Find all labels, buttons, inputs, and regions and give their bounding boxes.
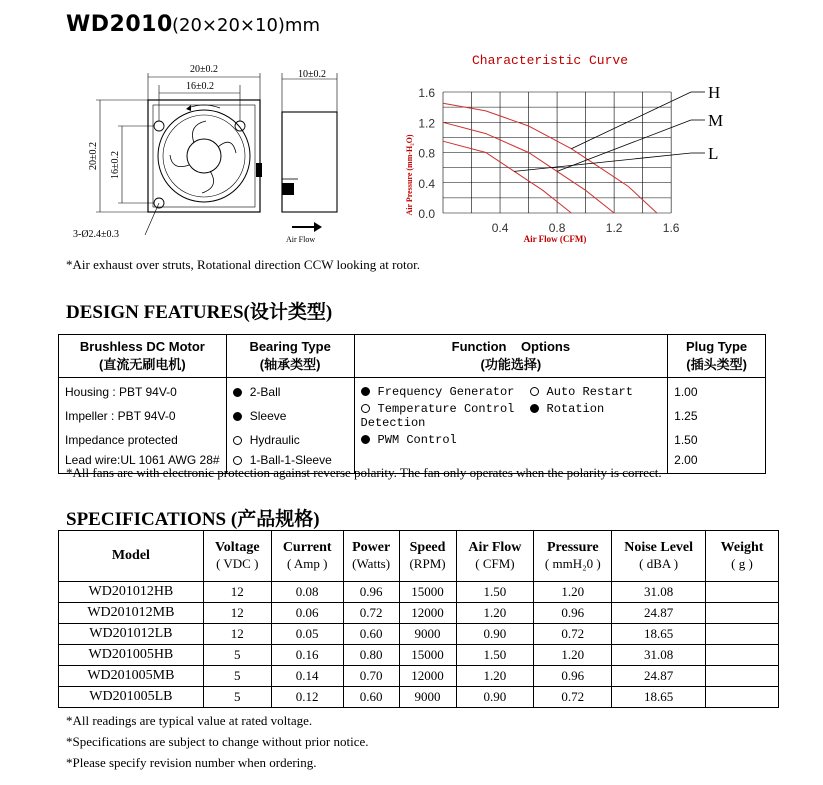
spec-cell: 9000 <box>399 687 456 708</box>
spec-row <box>59 666 779 687</box>
y-tick-label: 0.0 <box>418 207 435 221</box>
holes-label: 3-Ø2.4±0.3 <box>73 229 120 240</box>
exhaust-note: *Air exhaust over struts, Rotational direction CCW looking at rotor. <box>66 257 420 272</box>
filled-dot-icon <box>361 387 370 396</box>
spec-row <box>59 582 779 603</box>
mount-hole <box>235 121 245 131</box>
dim-hole-spacing-v-label: 16±0.2 <box>110 151 121 179</box>
bearing-option: Sleeve <box>249 409 287 423</box>
spec-cell: 31.08 <box>612 645 706 666</box>
spec-row <box>59 624 779 645</box>
spec-col-header: Noise Level ( dBA ) <box>612 531 706 582</box>
y-tick-label: 0.4 <box>418 176 435 191</box>
dimensions-title: (20×20×10)mm <box>172 15 320 36</box>
design-row <box>59 402 766 430</box>
spec-cell: 5 <box>203 645 271 666</box>
filled-dot-icon <box>233 412 242 421</box>
y-tick-label: 0.8 <box>418 146 435 161</box>
spec-cell: 12 <box>203 582 271 603</box>
spec-cell: 0.80 <box>343 645 399 666</box>
spec-col-header: Model <box>59 531 204 582</box>
y-tick-label: 1.6 <box>418 86 435 100</box>
chart-title: Characteristic Curve <box>471 53 629 68</box>
spec-cell: 1.20 <box>534 582 612 603</box>
spec-cell: 0.72 <box>534 687 612 708</box>
fan-side-view <box>282 112 337 212</box>
series-leader-line <box>571 92 691 149</box>
spec-cell: 15000 <box>399 645 456 666</box>
spec-col-header: Weight ( g ) <box>706 531 779 582</box>
function-option: Frequency Generator <box>377 385 515 399</box>
model-cell: WD201012LB <box>59 624 204 645</box>
spec-cell: 0.96 <box>534 603 612 624</box>
spec-cell: 0.60 <box>343 624 399 645</box>
filled-dot-icon <box>233 388 242 397</box>
spec-cell <box>706 603 779 624</box>
model-cell: WD201012MB <box>59 603 204 624</box>
spec-cell: 24.87 <box>612 666 706 687</box>
motor-spec: Impedance protected <box>59 430 227 450</box>
change-note: *Specifications are subject to change without prior notice. <box>66 734 369 749</box>
spec-cell <box>706 645 779 666</box>
spec-cell <box>706 582 779 603</box>
bearing-header: Bearing Type (轴承类型) <box>226 335 354 378</box>
spec-cell: 0.90 <box>456 624 534 645</box>
spec-cell: 5 <box>203 666 271 687</box>
plug-option: 2.00 <box>668 450 766 474</box>
series-line-l <box>443 141 571 213</box>
spec-cell: 5 <box>203 687 271 708</box>
spec-cell: 0.90 <box>456 687 534 708</box>
plug-option: 1.00 <box>668 378 766 403</box>
model-title: WD2010 <box>66 12 173 37</box>
filled-dot-icon <box>361 435 370 444</box>
spec-cell: 0.06 <box>271 603 343 624</box>
design-header-row <box>59 335 766 378</box>
fan-housing-circle <box>158 110 250 202</box>
spec-cell: 9000 <box>399 624 456 645</box>
spec-cell: 12000 <box>399 666 456 687</box>
series-label-l: L <box>708 144 719 163</box>
motor-spec: Housing : PBT 94V-0 <box>59 378 227 403</box>
empty-dot-icon <box>530 387 539 396</box>
function-option: Temperature Control <box>377 402 515 416</box>
spec-cell <box>706 687 779 708</box>
spec-col-header: Current ( Amp ) <box>271 531 343 582</box>
plug-option: 1.25 <box>668 402 766 430</box>
function-option: Rotation Detection <box>360 402 605 430</box>
spec-col-header: Air Flow ( CFM) <box>456 531 534 582</box>
spec-cell: 0.12 <box>271 687 343 708</box>
function-option: PWM Control <box>377 433 457 447</box>
motor-header: Brushless DC Motor (直流无刷电机) <box>59 335 227 378</box>
dim-depth-label: 10±0.2 <box>298 69 326 80</box>
fan-drawing <box>60 55 350 250</box>
spec-cell: 0.72 <box>343 603 399 624</box>
polarity-note: *All fans are with electronic protection against reverse polarity. The fan only operates when the polarity is correct. <box>66 465 662 480</box>
model-cell: WD201005MB <box>59 666 204 687</box>
motor-spec: Impeller : PBT 94V-0 <box>59 402 227 430</box>
spec-col-header: Voltage ( VDC ) <box>203 531 271 582</box>
spec-cell: 0.05 <box>271 624 343 645</box>
spec-cell: 0.70 <box>343 666 399 687</box>
x-tick-label: 0.8 <box>548 221 566 235</box>
fan-frame-outline <box>148 100 260 212</box>
spec-cell: 0.60 <box>343 687 399 708</box>
spec-cell: 0.16 <box>271 645 343 666</box>
spec-cell: 0.96 <box>534 666 612 687</box>
series-label-m: M <box>708 111 724 130</box>
spec-cell: 18.65 <box>612 624 706 645</box>
typical-note: *All readings are typical value at rated voltage. <box>66 713 313 728</box>
motor-spec: Lead wire:UL 1061 AWG 28# <box>59 450 227 474</box>
chart-xlabel: Air Flow (CFM) <box>523 234 587 244</box>
series-leader-line <box>514 153 691 171</box>
dim-height-label: 20±0.2 <box>88 142 99 170</box>
function-header: Function Options (功能选择) <box>354 335 668 378</box>
empty-dot-icon <box>361 404 370 413</box>
plug-option: 1.50 <box>668 430 766 450</box>
spec-col-header: Speed (RPM) <box>399 531 456 582</box>
design-features-title: DESIGN FEATURES(设计类型) <box>66 302 333 323</box>
design-row <box>59 430 766 450</box>
airflow-label: Air Flow <box>286 235 316 244</box>
specifications-table <box>58 530 779 708</box>
characteristic-curve-chart <box>395 45 735 250</box>
spec-cell: 1.20 <box>534 645 612 666</box>
spec-cell: 1.20 <box>456 603 534 624</box>
spec-cell: 0.14 <box>271 666 343 687</box>
x-tick-label: 1.6 <box>662 221 680 235</box>
design-row <box>59 378 766 403</box>
bearing-option: Hydraulic <box>249 433 300 447</box>
x-tick-label: 0.4 <box>491 221 509 235</box>
spec-cell: 12 <box>203 603 271 624</box>
function-option: Auto Restart <box>546 385 633 399</box>
spec-cell: 0.72 <box>534 624 612 645</box>
empty-dot-icon <box>233 456 242 465</box>
spec-row <box>59 687 779 708</box>
revision-note: *Please specify revision number when ordering. <box>66 755 317 770</box>
spec-cell: 0.96 <box>343 582 399 603</box>
spec-header-row <box>59 531 779 582</box>
model-cell: WD201005LB <box>59 687 204 708</box>
plug-header: Plug Type (插头类型) <box>668 335 766 378</box>
spec-row <box>59 603 779 624</box>
spec-cell: 18.65 <box>612 687 706 708</box>
spec-cell: 12 <box>203 624 271 645</box>
spec-cell <box>706 666 779 687</box>
spec-cell: 1.50 <box>456 645 534 666</box>
spec-cell: 1.50 <box>456 582 534 603</box>
x-tick-label: 1.2 <box>605 221 623 235</box>
chart-ylabel: Air Pressure (mm-H₂O) <box>405 134 414 216</box>
spec-cell <box>706 624 779 645</box>
spec-cell: 0.08 <box>271 582 343 603</box>
empty-dot-icon <box>233 436 242 445</box>
design-features-table <box>58 334 766 474</box>
series-label-h: H <box>708 83 721 102</box>
spec-cell: 12000 <box>399 603 456 624</box>
filled-dot-icon <box>530 404 539 413</box>
dim-hole-spacing-label: 16±0.2 <box>186 81 214 92</box>
model-cell: WD201005HB <box>59 645 204 666</box>
model-cell: WD201012HB <box>59 582 204 603</box>
specifications-title: SPECIFICATIONS (产品规格) <box>66 509 320 530</box>
dim-width-label: 20±0.2 <box>190 64 218 75</box>
bearing-option: 2-Ball <box>249 385 281 399</box>
fan-hub <box>187 139 221 173</box>
spec-cell: 31.08 <box>612 582 706 603</box>
spec-cell: 1.20 <box>456 666 534 687</box>
bearing-option: 1-Ball-1-Sleeve <box>249 453 332 467</box>
spec-col-header: Pressure ( mmH₂0 ) <box>534 531 612 582</box>
spec-cell: 24.87 <box>612 603 706 624</box>
spec-col-header: Power (Watts) <box>343 531 399 582</box>
spec-cell: 15000 <box>399 582 456 603</box>
mount-hole <box>154 121 164 131</box>
spec-row <box>59 645 779 666</box>
y-tick-label: 1.2 <box>418 116 435 131</box>
